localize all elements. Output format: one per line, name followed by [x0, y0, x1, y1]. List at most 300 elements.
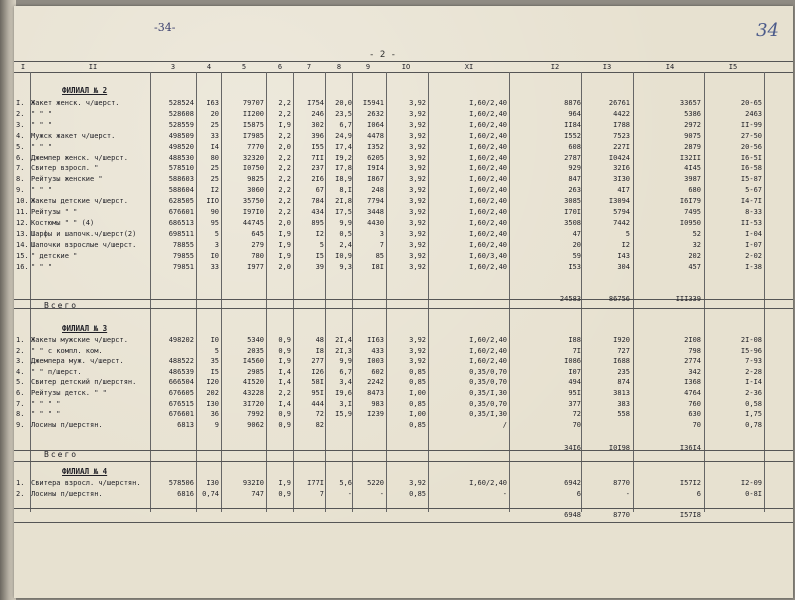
table-cell: I,9 [278, 240, 291, 249]
table-cell: 2,2 [278, 389, 291, 397]
table-cell: IIO [206, 197, 219, 206]
table-cell: 630 [688, 410, 701, 419]
table-cell: 7442 [613, 218, 630, 227]
table-cell: I,60/2,40 [469, 153, 507, 162]
table-cell: 5,6 [339, 479, 352, 487]
table-cell: I9,6 [335, 389, 352, 397]
table-cell: 35750 [242, 197, 264, 206]
table-cell: I57I2 [679, 479, 701, 487]
table-cell: 33 [210, 262, 219, 271]
table-cell: 784 [311, 197, 324, 206]
table-cell: 0,35/0,70 [469, 367, 507, 376]
page-indicator: - 2 - [369, 50, 397, 60]
table-cell: " " " [31, 142, 53, 151]
handwritten-top-number: -34- [154, 21, 176, 34]
table-cell: 498202 [168, 336, 194, 344]
table-cell: 698511 [168, 229, 194, 238]
table-cell: 2I6 [311, 175, 324, 184]
table-cell: I-07 [745, 240, 762, 249]
table-cell: I8 [315, 346, 324, 355]
table-cell: I7,5 [335, 208, 352, 216]
table-cell: 3,92 [409, 120, 426, 129]
table-cell: 3448 [367, 208, 384, 216]
table-cell: I552 [564, 131, 581, 140]
table-cell: 2,2 [278, 197, 291, 206]
table-cell: 70 [572, 420, 581, 429]
table-cell: 2I08 [684, 336, 701, 344]
table-cell: 528608 [168, 109, 194, 118]
table-cell: 760 [688, 399, 701, 408]
table-cell: 602 [371, 367, 384, 376]
table-cell: I5,9 [335, 410, 352, 419]
table-cell: I,60/2,40 [469, 99, 507, 107]
table-cell: 32 [692, 240, 701, 249]
table-cell: 528559 [168, 120, 194, 129]
table-cell: I368 [684, 378, 701, 387]
table-cell: 39 [315, 262, 324, 271]
column-separator [509, 72, 510, 512]
table-cell: 457 [688, 262, 701, 271]
table-cell: I,75 [745, 410, 762, 419]
table-cell: 8876 [564, 99, 581, 107]
column-number: 4 [206, 63, 212, 71]
table-cell: " " " " [31, 410, 61, 419]
table-cell: " " " [31, 186, 53, 195]
table-cell: Джемпер женск. ч/шерст. [31, 153, 128, 162]
table-cell: I30 [206, 479, 219, 487]
table-cell: 2I-08 [740, 336, 762, 344]
table-cell: I,60/2,40 [469, 109, 507, 118]
table-cell: 2879 [684, 142, 701, 151]
table-cell: 2787 [564, 153, 581, 162]
table-cell: 3I720 [242, 399, 264, 408]
table-cell: 25 [210, 120, 219, 129]
table-cell: I-I4 [745, 378, 762, 387]
column-number: 7 [306, 63, 312, 71]
table-cell: I07 [568, 367, 581, 376]
table-cell: 2985 [247, 367, 264, 376]
table-cell: I5-96 [740, 346, 762, 355]
table-cell: I,4 [278, 378, 291, 387]
table-cell: I4 [210, 142, 219, 151]
table-cell: I,9 [278, 120, 291, 129]
table-cell: 3085 [564, 197, 581, 206]
table-cell: 20 [572, 240, 581, 249]
table-cell: 13. [16, 229, 29, 238]
table-cell: 3,4 [339, 378, 352, 387]
table-cell: 3,92 [409, 131, 426, 140]
table-cell: Рейтузы детск. " " [31, 389, 107, 397]
table-cell: 95 [210, 218, 219, 227]
table-cell: 8. [16, 410, 25, 419]
table-cell: 8770 [613, 479, 630, 487]
table-cell: 12. [16, 218, 29, 227]
table-cell: 6. [16, 153, 25, 162]
table-cell: 383 [617, 399, 630, 408]
table-cell: " " " " [31, 399, 61, 408]
table-cell: 2632 [367, 109, 384, 118]
table-cell: 20-65 [740, 99, 762, 107]
table-cell: 3,92 [409, 357, 426, 366]
table-cell: 6,7 [339, 367, 352, 376]
table-top-rule [14, 61, 793, 62]
table-cell: 263 [568, 186, 581, 195]
table-cell: 2. [16, 490, 25, 498]
table-cell: 9. [16, 420, 25, 429]
table-cell: 7992 [247, 410, 264, 419]
table-cell: I7,8 [335, 164, 352, 173]
table-cell: 2I,8 [335, 197, 352, 206]
table-cell: 2,2 [278, 153, 291, 162]
table-cell: / [502, 420, 507, 429]
table-cell: 35 [210, 357, 219, 366]
column-number: 9 [365, 63, 371, 71]
column-number: I4 [665, 63, 675, 71]
table-cell: 5794 [613, 208, 630, 216]
table-cell: I977 [247, 262, 264, 271]
table-cell: 2,2 [278, 99, 291, 107]
table-cell: I63 [206, 99, 219, 107]
table-cell: 16. [16, 262, 29, 271]
table-cell: 2I,4 [335, 336, 352, 344]
table-cell: I,60/2,40 [469, 208, 507, 216]
table-cell: 3813 [613, 389, 630, 397]
table-cell: I352 [367, 142, 384, 151]
table-cell: 2242 [367, 378, 384, 387]
table-cell: 0,5 [339, 229, 352, 238]
table-cell: I,60/2,40 [469, 131, 507, 140]
table-cell: I7,4 [335, 142, 352, 151]
table-cell: 78855 [172, 240, 194, 249]
table-cell: 895 [311, 218, 324, 227]
table-cell: 20-56 [740, 142, 762, 151]
table-cell: 248 [371, 186, 384, 195]
table-cell: " " " [31, 120, 53, 129]
table-cell: I,9 [278, 229, 291, 238]
table-cell: 3,92 [409, 229, 426, 238]
table-cell: 304 [617, 262, 630, 271]
table-cell: 2,2 [278, 164, 291, 173]
group-total-label: Всего [44, 450, 79, 459]
table-cell: 2,2 [278, 175, 291, 184]
table-cell: 59 [572, 251, 581, 260]
table-cell: 3,92 [409, 262, 426, 271]
table-cell: 72 [315, 410, 324, 419]
archive-ledger-page [14, 6, 793, 598]
table-cell: 32320 [242, 153, 264, 162]
table-cell: 1. [16, 336, 25, 344]
table-cell: 7523 [613, 131, 630, 140]
table-cell: I26 [311, 367, 324, 376]
table-cell: Жакеты детские ч/шерст. [31, 197, 128, 206]
table-cell: 2-36 [745, 389, 762, 397]
table-cell: Жакет женск. ч/шерст. [31, 99, 120, 107]
table-cell: 6,7 [339, 120, 352, 129]
column-number: I3 [602, 63, 612, 71]
table-cell: I3094 [608, 197, 630, 206]
table-cell: 47 [572, 229, 581, 238]
table-cell: 0,35/I,30 [469, 389, 507, 397]
table-cell: 676601 [168, 208, 194, 216]
table-cell: 5386 [684, 109, 701, 118]
table-cell: 277 [311, 357, 324, 366]
table-cell: " детские " [31, 251, 78, 260]
table-cell: 396 [311, 131, 324, 140]
table-cell: 24,9 [335, 131, 352, 140]
column-number: 6 [277, 63, 283, 71]
table-cell: Шарфы и шапочк.ч/шерст(2) [31, 229, 137, 238]
table-cell: 44745 [242, 218, 264, 227]
table-cell: - [379, 490, 384, 498]
table-cell: 2035 [247, 346, 264, 355]
table-cell: 6942 [564, 479, 581, 487]
table-cell: I53 [568, 262, 581, 271]
group-total-value: I57I8 [679, 511, 701, 519]
table-cell: 727 [617, 346, 630, 355]
table-cell: 676601 [168, 410, 194, 419]
table-cell: I43 [617, 251, 630, 260]
table-cell: 246 [311, 109, 324, 118]
table-cell: I,60/2,40 [469, 186, 507, 195]
table-cell: I788 [613, 120, 630, 129]
table-cell: 7 [379, 240, 384, 249]
table-cell: I8I [371, 262, 384, 271]
table-cell: I-38 [745, 262, 762, 271]
table-cell: 3,92 [409, 142, 426, 151]
column-number: IO [401, 63, 411, 71]
table-cell: 3,92 [409, 336, 426, 344]
table-cell: II200 [242, 109, 264, 118]
table-cell: 5 [625, 229, 630, 238]
table-cell: 434 [311, 208, 324, 216]
table-cell: 4478 [367, 131, 384, 140]
column-number: I [20, 63, 26, 71]
table-cell: 3987 [684, 175, 701, 184]
table-cell: I,60/2,40 [469, 164, 507, 173]
table-cell: I0424 [608, 153, 630, 162]
table-cell: I0 [210, 336, 219, 344]
column-number-rule [14, 72, 793, 73]
table-cell: 58I [311, 378, 324, 387]
table-cell: 929 [568, 164, 581, 173]
table-cell: 645 [251, 229, 264, 238]
table-cell: Рейтузы женские " [31, 175, 103, 184]
table-cell: 2I,3 [335, 346, 352, 355]
table-cell: 3,92 [409, 175, 426, 184]
table-cell: 3060 [247, 186, 264, 195]
group-total-value: III339 [675, 295, 701, 303]
table-cell: Свитера взросл. ч/шерстян. [31, 479, 141, 487]
table-cell: I5875 [242, 120, 264, 129]
table-cell: 14. [16, 240, 29, 249]
table-cell: Свитер взросл. " [31, 164, 99, 173]
group-rule [14, 308, 793, 309]
table-cell: 3,92 [409, 109, 426, 118]
column-separator [266, 72, 267, 512]
table-cell: 9 [214, 420, 219, 429]
table-cell: II-99 [740, 120, 762, 129]
table-cell: I. [16, 99, 25, 107]
table-cell: 0,9 [278, 346, 291, 355]
handwritten-page-number: 34 [756, 20, 779, 41]
table-cell: 498509 [168, 131, 194, 140]
table-cell: 0,35/0,70 [469, 378, 507, 387]
table-cell: 72 [572, 410, 581, 419]
table-cell: 202 [688, 251, 701, 260]
table-cell: 486539 [168, 367, 194, 376]
table-cell: I88 [568, 336, 581, 344]
table-cell: 5 [214, 346, 219, 355]
table-cell: 3,92 [409, 346, 426, 355]
table-cell: 4430 [367, 218, 384, 227]
table-cell: 48 [315, 336, 324, 344]
table-cell: 8. [16, 175, 25, 184]
column-separator [633, 72, 634, 512]
table-cell: I,60/2,40 [469, 357, 507, 366]
table-cell: 3,92 [409, 197, 426, 206]
table-cell: Шапочки взрослые ч/шерст. [31, 240, 137, 249]
table-cell: " " " [31, 262, 53, 271]
table-cell: 0,9 [278, 336, 291, 344]
table-cell: 0,85 [409, 420, 426, 429]
table-cell: 4. [16, 131, 25, 140]
table-cell: 20 [210, 109, 219, 118]
table-cell: 5. [16, 378, 25, 387]
table-cell: I9,2 [335, 153, 352, 162]
table-cell: 27-50 [740, 131, 762, 140]
table-cell: I2 [210, 186, 219, 195]
table-cell: 932I0 [242, 479, 264, 487]
table-cell: 79707 [242, 99, 264, 107]
table-cell: 2-02 [745, 251, 762, 260]
table-cell: 498520 [168, 142, 194, 151]
table-cell: I,60/2,40 [469, 346, 507, 355]
table-cell: 279 [251, 240, 264, 249]
group-total-value: 6948 [564, 511, 581, 519]
table-cell: Лосины п/шерстян. [31, 420, 103, 429]
table-cell: 0,58 [745, 399, 762, 408]
table-cell: I239 [367, 410, 384, 419]
table-cell: " " с компл. ком. [31, 346, 103, 355]
table-cell: 7II [311, 153, 324, 162]
table-cell: I,60/2,40 [469, 142, 507, 151]
table-cell: 494 [568, 378, 581, 387]
table-cell: 433 [371, 346, 384, 355]
table-cell: I-04 [745, 229, 762, 238]
table-cell: 23,5 [335, 109, 352, 118]
table-cell: 3,92 [409, 240, 426, 249]
table-cell: 2,0 [278, 142, 291, 151]
column-separator [581, 72, 582, 512]
group-heading: ФИЛИАЛ № 2 [62, 86, 108, 95]
table-cell: I,60/2,40 [469, 197, 507, 206]
table-cell: 588603 [168, 175, 194, 184]
table-cell: 578506 [168, 479, 194, 487]
table-cell: I8,9 [335, 175, 352, 184]
table-cell: 628505 [168, 197, 194, 206]
table-cell: 5-67 [745, 186, 762, 195]
table-bottom-rule [14, 522, 793, 523]
table-cell: 3. [16, 120, 25, 129]
table-cell: 0,85 [409, 378, 426, 387]
table-cell: 6205 [367, 153, 384, 162]
table-cell: 798 [688, 346, 701, 355]
table-cell: 7. [16, 399, 25, 408]
table-cell: 9. [16, 186, 25, 195]
table-cell: 95I [311, 389, 324, 397]
table-cell: 2,2 [278, 131, 291, 140]
table-cell: 0-8I [745, 490, 762, 498]
table-cell: 5. [16, 142, 25, 151]
table-cell: 9062 [247, 420, 264, 429]
table-cell: 747 [251, 490, 264, 498]
table-cell: I,00 [409, 389, 426, 397]
table-cell: 6. [16, 389, 25, 397]
table-cell: 235 [617, 367, 630, 376]
table-cell: 0,9 [278, 490, 291, 498]
table-cell: 377 [568, 399, 581, 408]
table-cell: 488522 [168, 357, 194, 366]
table-cell: I9I4 [367, 164, 384, 173]
table-cell: Свитер детский п/шерстян. [31, 378, 137, 387]
column-separator [428, 72, 429, 512]
table-cell: I77I [307, 479, 324, 487]
table-cell: 9075 [684, 131, 701, 140]
table-cell: 7495 [684, 208, 701, 216]
table-cell: 7770 [247, 142, 264, 151]
table-cell: 5220 [367, 479, 384, 487]
table-cell: 2,4 [339, 240, 352, 249]
table-cell: 0,78 [745, 420, 762, 429]
table-cell: 4422 [613, 109, 630, 118]
table-cell: 3. [16, 357, 25, 366]
table-cell: 302 [311, 120, 324, 129]
group-rule [14, 461, 793, 462]
column-number: 3 [170, 63, 176, 71]
table-cell: Рейтузы " " [31, 208, 78, 216]
table-cell: I754 [307, 99, 324, 107]
table-cell: 7I [572, 346, 581, 355]
table-cell: Костюмы " " (4) [31, 218, 95, 227]
table-cell: 0,35/0,70 [469, 399, 507, 408]
group-total-value: 8770 [613, 511, 630, 519]
table-cell: I6-58 [740, 164, 762, 173]
group-total-label: Всего [44, 301, 79, 310]
table-cell: I,60/2,40 [469, 262, 507, 271]
table-cell: 7-93 [745, 357, 762, 366]
table-cell: 67 [315, 186, 324, 195]
table-cell: 608 [568, 142, 581, 151]
column-number: 5 [241, 63, 247, 71]
table-cell: 0,35/I,30 [469, 410, 507, 419]
table-cell: 9,3 [339, 262, 352, 271]
table-cell: 79851 [172, 262, 194, 271]
column-number: XI [464, 63, 474, 71]
table-cell: 79855 [172, 251, 194, 260]
table-cell: 4764 [684, 389, 701, 397]
table-cell: I7985 [242, 131, 264, 140]
table-cell: 7794 [367, 197, 384, 206]
table-cell: 528524 [168, 99, 194, 107]
table-cell: I5941 [362, 99, 384, 107]
table-cell: 202 [206, 389, 219, 397]
table-cell: I,9 [278, 357, 291, 366]
table-cell: I,9 [278, 251, 291, 260]
table-cell: Мужск жакет ч/шерст. [31, 131, 116, 140]
table-cell: I,60/2,40 [469, 218, 507, 227]
table-cell: 2-28 [745, 367, 762, 376]
table-cell: 488530 [168, 153, 194, 162]
